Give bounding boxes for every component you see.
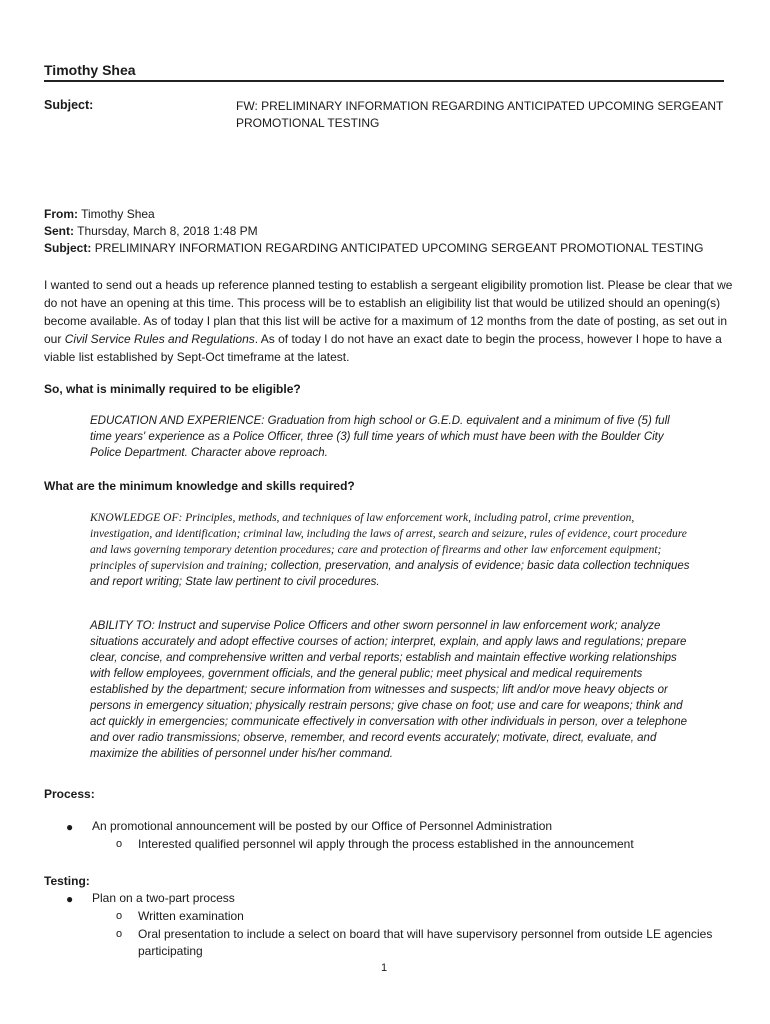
bullet-dot: ● [66,892,74,906]
question-knowledge: What are the minimum knowledge and skills required? [44,479,355,493]
question-eligibility: So, what is minimally required to be eligible? [44,382,301,396]
page-number: 1 [381,962,388,974]
testing-sub-1: Written examination [138,909,244,923]
sent-line [44,223,744,240]
process-label: Process: [44,787,95,801]
knowledge-serif: KNOWLEDGE OF: Principles, methods, and techniques of law enforcement work, including patrol, crime prevention, investigation, and identification; criminal law, including the laws of arrest, search and seizure, rules of evidence, court procedure and laws governing temporary detention procedures; care and protection of firearms and other law enforcement equipment; principles of supervision and training; [90,512,687,572]
intro-paragraph [44,276,734,366]
sub-bullet-circle: o [116,928,123,940]
testing-sub-2: Oral presentation to include a select on board that will have supervisory personnel from outside LE agencies participating [138,927,713,958]
intro-part1: I wanted to send out a heads up reference planned testing to establish a sergeant eligibility promotion list. Please be clear that we do not have an opening at this time. This process will be to establish an eligibility list that would be utilized should an opening(s) become available. As of today I plan that this list will be active for a maximum of 12 months from the date of posting, as set out in our [44,278,733,346]
knowledge-sans: collection, preservation, and analysis of evidence; basic data collection techniques and report writing; State law pertinent to civil procedures. [90,560,690,588]
email-meta [44,206,744,257]
ability-block: ABILITY TO: Instruct and supervise Police Officers and other sworn personnel in law enforcement work; analyze situations accurately and adopt effective courses of action; interpret, explain, and apply laws and regulations; prepare clear, concise, and comprehensive written and verbal reports; establish and maintain effective working relationships with fellow employees, government officials, and the general public; meet physical and medical requirements established by the department; secure information from witnesses and suspects; lift and/or move heavy objects or persons in emergency situation; physically restrain persons; give chase on foot; use and care for weapons; think and act quickly in emergencies; communicate effectively in conversation with other individuals in person, over a telephone and over radio transmissions; observe, remember, and record events accurately; motivate, direct, evaluate, and maximize the abilities of personnel under his/her command. [90,620,688,760]
process-sub-1: Interested qualified personnel wil apply through the process established in the announcement [138,837,634,851]
forward-subject-value: FW: PRELIMINARY INFORMATION REGARDING ANTICIPATED UPCOMING SERGEANT PROMOTIONAL TESTING [236,99,724,130]
subject-label: Subject: [44,241,92,255]
from-line [44,206,744,223]
sent-value: Thursday, March 8, 2018 1:48 PM [77,224,258,238]
subject-value: PRELIMINARY INFORMATION REGARDING ANTICIPATED UPCOMING SERGEANT PROMOTIONAL TESTING [94,241,704,255]
header-name: Timothy Shea [44,62,136,78]
subject-line [44,240,744,257]
knowledge-block [90,510,690,590]
forward-subject-label: Subject: [44,98,94,112]
sub-bullet-circle: o [116,910,123,922]
intro-italic: Civil Service Rules and Regulations [64,332,255,346]
testing-bullet-1: Plan on a two-part process [92,891,235,905]
sub-bullet-circle: o [116,838,123,850]
education-block: EDUCATION AND EXPERIENCE: Graduation from high school or G.E.D. equivalent and a minimum of five (5) full time years' experience as a Police Officer, three (3) full time years of which must have been with the Boulder City Police Department. Character above reproach. [90,415,670,459]
bullet-dot: ● [66,820,74,834]
testing-label: Testing: [44,874,90,888]
from-value: Timothy Shea [81,207,155,221]
from-label: From: [44,207,78,221]
process-bullet-1: An promotional announcement will be posted by our Office of Personnel Administration [92,819,553,833]
intro-part2: . As of today I do not have an exact date to begin the process, however I hope to have a viable list established by Sept-Oct timeframe at the latest. [44,332,722,364]
header-rule [44,80,724,82]
sent-label: Sent: [44,224,74,238]
